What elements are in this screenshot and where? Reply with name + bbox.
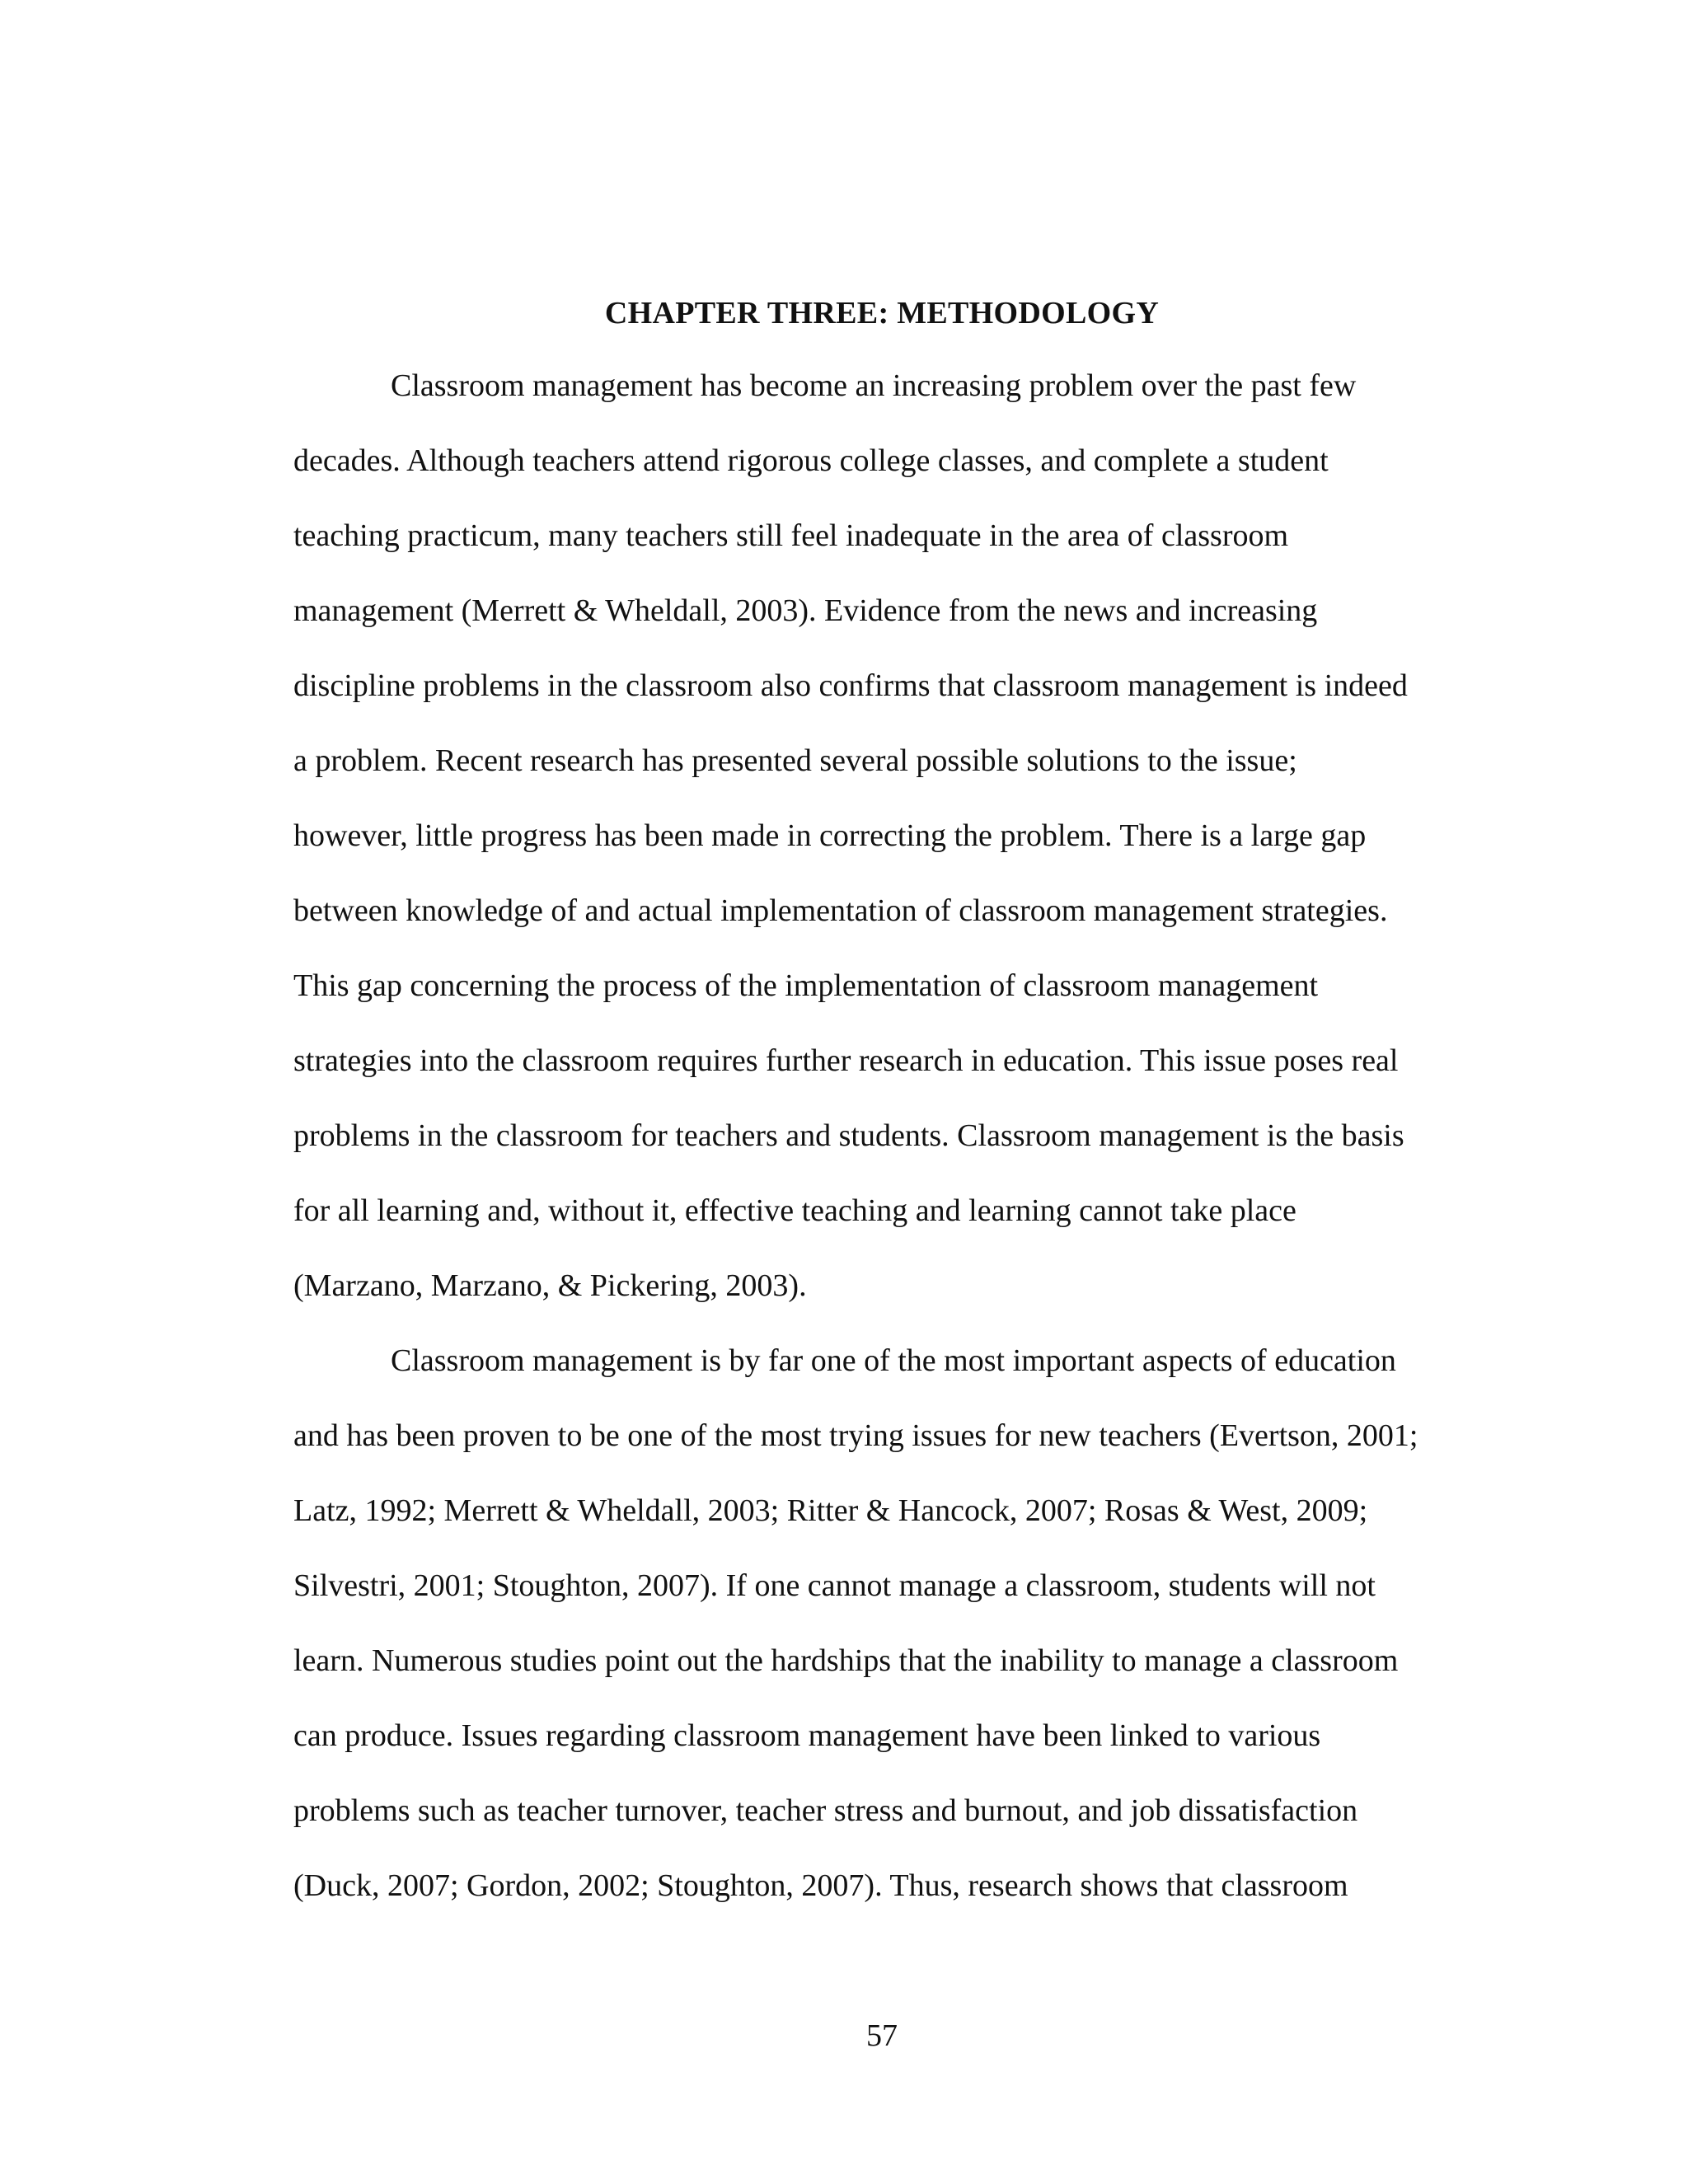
body-line: problems such as teacher turnover, teacher stress and burnout, and job dissatisfaction [293, 1793, 1358, 1828]
body-line: however, little progress has been made in correcting the problem. There is a large gap [293, 818, 1367, 853]
body-line: for all learning and, without it, effective teaching and learning cannot take place [293, 1193, 1296, 1228]
body-line: (Duck, 2007; Gordon, 2002; Stoughton, 2007). Thus, research shows that classroom [293, 1868, 1348, 1903]
body-line: (Marzano, Marzano, & Pickering, 2003). [293, 1268, 807, 1303]
body-line: between knowledge of and actual implementation of classroom management strategies. [293, 893, 1388, 928]
body-line: strategies into the classroom requires further research in education. This issue poses real [293, 1043, 1399, 1078]
body-line: decades. Although teachers attend rigorous college classes, and complete a student [293, 443, 1329, 478]
body-line: management (Merrett & Wheldall, 2003). Evidence from the news and increasing [293, 593, 1318, 628]
body-line: Classroom management is by far one of the most important aspects of education [391, 1343, 1396, 1378]
page-number: 57 [866, 2018, 898, 2053]
body-line: and has been proven to be one of the most trying issues for new teachers (Evertson, 2001; [293, 1418, 1418, 1453]
body-line: discipline problems in the classroom also confirms that classroom management is indeed [293, 668, 1408, 703]
body-line: Classroom management has become an increasing problem over the past few [391, 368, 1357, 403]
body-line: teaching practicum, many teachers still feel inadequate in the area of classroom [293, 518, 1289, 553]
body-line: problems in the classroom for teachers and students. Classroom management is the basis [293, 1118, 1404, 1153]
body-line: can produce. Issues regarding classroom management have been linked to various [293, 1718, 1321, 1753]
body-line: a problem. Recent research has presented several possible solutions to the issue; [293, 743, 1297, 778]
chapter-heading: CHAPTER THREE: METHODOLOGY [604, 296, 1160, 330]
body-line: Latz, 1992; Merrett & Wheldall, 2003; Ritter & Hancock, 2007; Rosas & West, 2009; [293, 1493, 1368, 1528]
body-line: This gap concerning the process of the implementation of classroom management [293, 968, 1319, 1003]
body-line: Silvestri, 2001; Stoughton, 2007). If one cannot manage a classroom, students will not [293, 1568, 1376, 1603]
body-line: learn. Numerous studies point out the hardships that the inability to manage a classroom [293, 1643, 1399, 1678]
